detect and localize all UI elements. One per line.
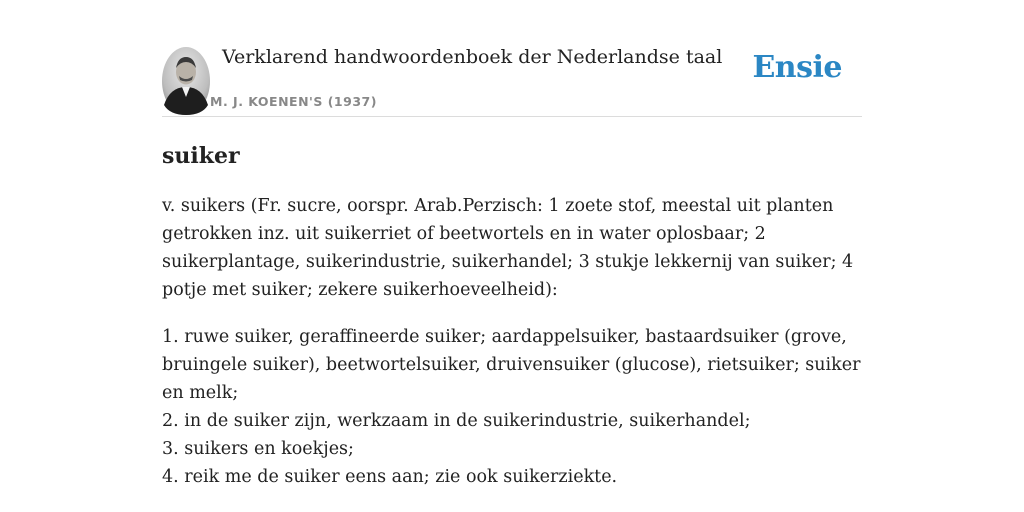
dictionary-subtitle: M. J. KOENEN'S (1937) — [210, 94, 377, 109]
header — [162, 0, 862, 117]
entry-examples — [162, 323, 862, 491]
example-item: 3. suikers en koekjes; — [162, 439, 354, 459]
example-item: 1. ruwe suiker, geraffineerde suiker; aardappelsuiker, bastaardsuiker (grove, bruingele suiker), beetwortelsuiker, druivensuiker (glucose), rietsuiker; suiker en melk; — [162, 327, 861, 403]
dictionary-title: Verklarend handwoordenboek der Nederlandse taal — [222, 46, 723, 68]
author-portrait — [162, 47, 210, 115]
entry-definition: v. suikers (Fr. sucre, oorspr. Arab.Perzisch: 1 zoete stof, meestal uit planten getrokken inz. uit suikerriet of beetwortels en in water oplosbaar; 2 suikerplantage, suikerindustrie, suikerhandel; 3 stukje lekkernij van suiker; 4 potje met suiker; zekere suikerhoeveelheid): — [162, 196, 854, 300]
page — [162, 0, 862, 491]
brand-logo[interactable]: Ensie — [752, 50, 842, 85]
example-item: 2. in de suiker zijn, werkzaam in de suikerindustrie, suikerhandel; — [162, 411, 751, 431]
entry-word: suiker — [162, 143, 240, 169]
example-item: 4. reik me de suiker eens aan; zie ook suikerziekte. — [162, 467, 618, 487]
